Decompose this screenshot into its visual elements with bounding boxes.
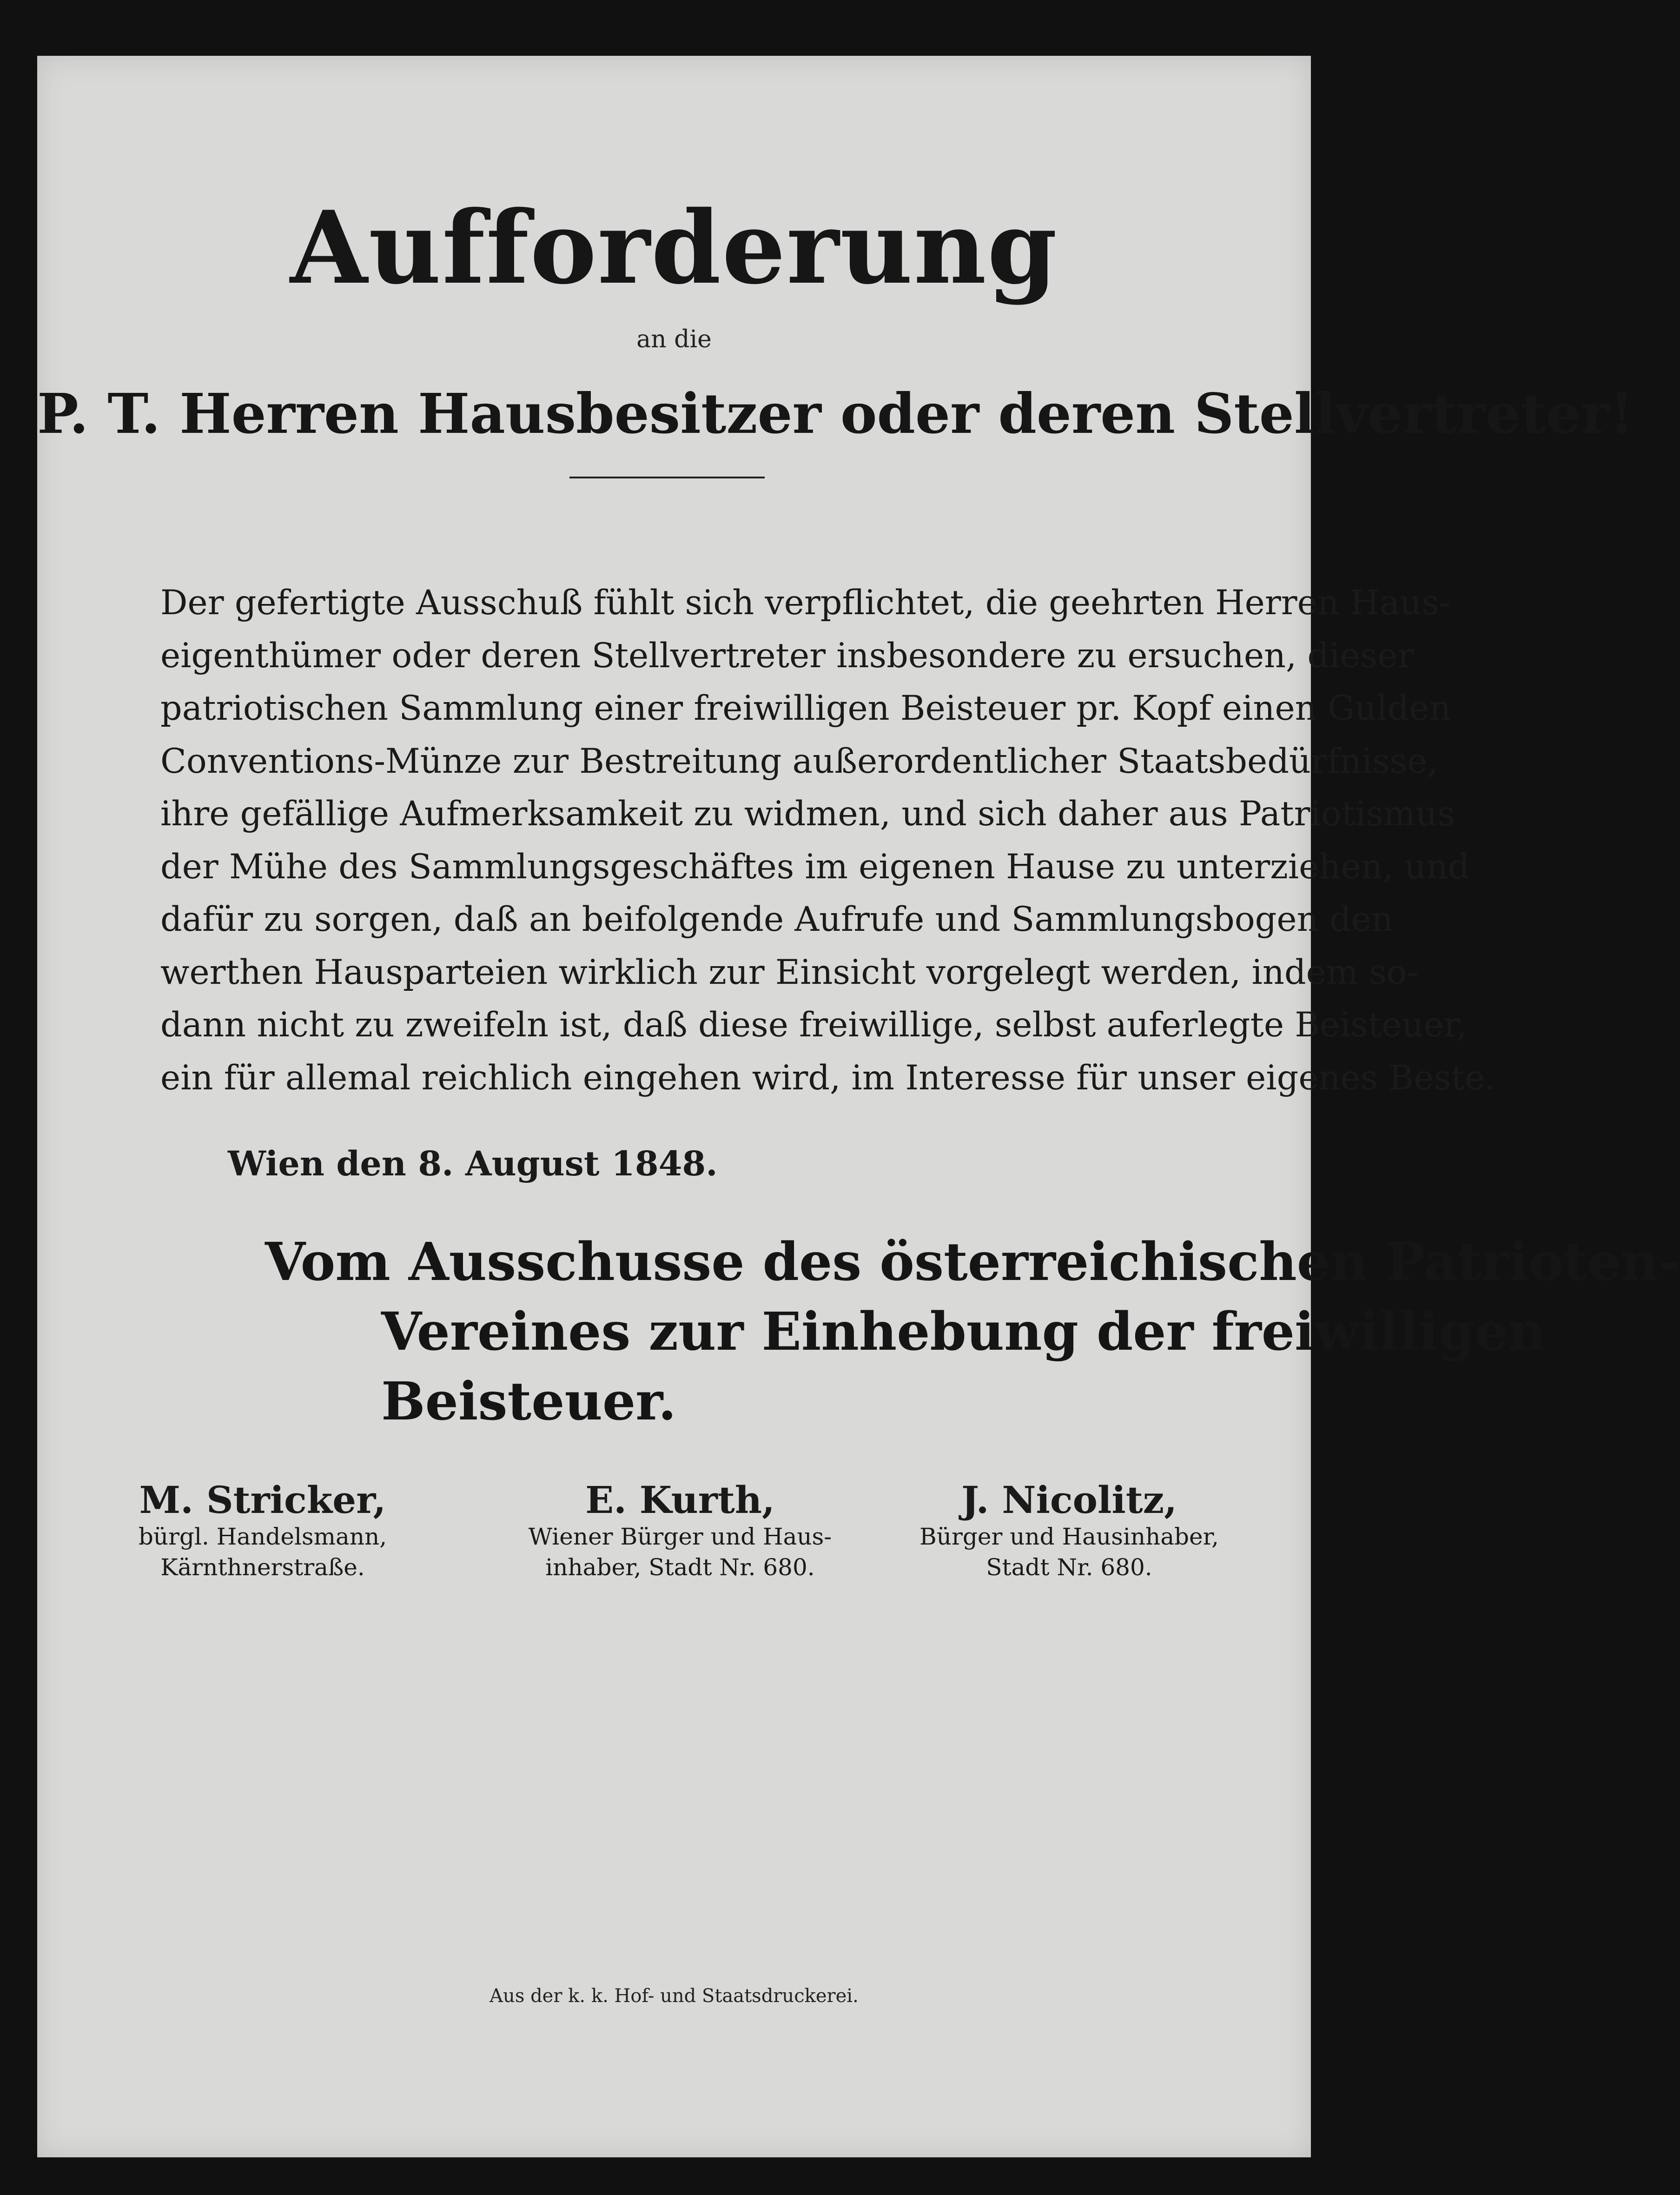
poster-sheet [37, 56, 1680, 2157]
divider-rule [569, 477, 765, 478]
committee-line: Vereines zur Einhebung der freiwilligen [381, 1301, 1546, 1362]
body-line: ein für allemal reichlich eingehen wird, im Interesse für unser eigenes Beste. [160, 1058, 1496, 1098]
committee-line: Beisteuer. [381, 1371, 676, 1432]
poster-title: Aufforderung [290, 189, 1058, 306]
body-line: patriotischen Sammlung einer freiwilligen Beisteuer pr. Kopf einen Gulden [160, 689, 1451, 728]
signer-description: Kärnthnerstraße. [160, 1554, 365, 1581]
dateline: Wien den 8. August 1848. [228, 1144, 718, 1184]
committee-heading [265, 1227, 1680, 1437]
body-line: Der gefertigte Ausschuß fühlt sich verpflichtet, die geehrten Herren Haus- [160, 583, 1451, 623]
body-line: ihre gefällige Aufmerksamkeit zu widmen, und sich daher aus Patriotismus [160, 794, 1455, 834]
signer-kurth [517, 1479, 843, 1583]
signer-description: inhaber, Stadt Nr. 680. [545, 1554, 815, 1581]
body-line: der Mühe des Sammlungsgeschäftes im eigenen Hause zu unterziehen, und [160, 847, 1470, 887]
signer-name: J. Nicolitz, [961, 1478, 1177, 1522]
signer-stricker [100, 1479, 425, 1583]
body-line: dafür zu sorgen, daß an beifolgende Aufrufe und Sammlungsbogen den [160, 900, 1393, 939]
body-line: Conventions-Münze zur Bestreitung außerordentlicher Staatsbedürfnisse, [160, 741, 1438, 781]
signer-description: Stadt Nr. 680. [986, 1554, 1152, 1581]
body-line: werthen Hausparteien wirklich zur Einsicht vorgelegt werden, indem so- [160, 952, 1419, 992]
signer-description: bürgl. Handelsmann, [138, 1523, 387, 1550]
body-line: eigenthümer oder deren Stellvertreter insbesondere zu ersuchen, dieser [160, 636, 1414, 676]
signers-block [138, 1478, 1219, 1618]
poster-address: P. T. Herren Hausbesitzer oder deren Stellvertreter! [37, 381, 1634, 446]
signer-name: E. Kurth, [585, 1478, 775, 1522]
signer-description: Wiener Bürger und Haus- [528, 1523, 832, 1550]
signer-description: Bürger und Hausinhaber, [919, 1523, 1219, 1550]
committee-line: Vom Ausschusse des österreichischen Patrioten- [265, 1232, 1680, 1293]
signer-name: M. Stricker, [139, 1478, 386, 1522]
poster-subtitle: an die [636, 325, 712, 353]
body-paragraph [160, 577, 1496, 1104]
body-line: dann nicht zu zweifeln ist, daß diese freiwillige, selbst auferlegte Beisteuer, [160, 1005, 1467, 1045]
signer-nicolitz [906, 1479, 1232, 1583]
printer-imprint: Aus der k. k. Hof- und Staatsdruckerei. [489, 1985, 859, 2007]
